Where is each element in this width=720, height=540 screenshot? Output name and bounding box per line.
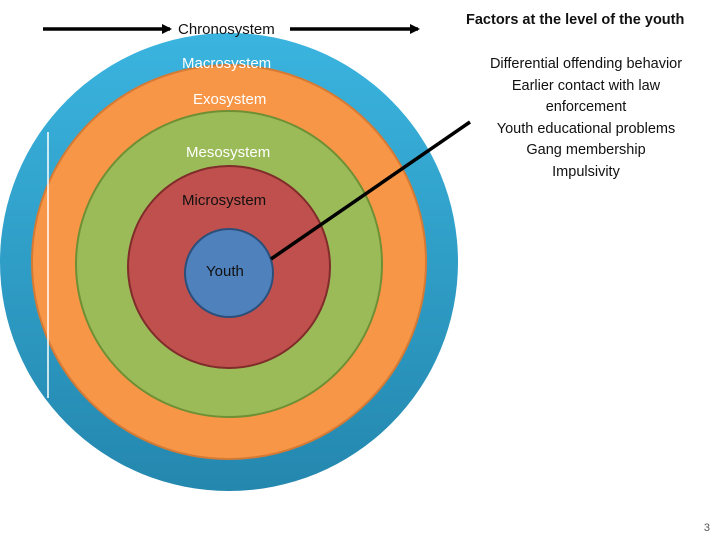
microsystem-label: Microsystem bbox=[182, 192, 267, 209]
factor-item: Impulsivity bbox=[552, 163, 620, 180]
factor-item: Gang membership bbox=[526, 142, 646, 158]
macrosystem-label: Macrosystem bbox=[182, 55, 272, 72]
factors-title: Factors at the level of the youth bbox=[466, 12, 685, 28]
factor-item: enforcement bbox=[545, 99, 627, 115]
page-number: 3 bbox=[703, 522, 710, 534]
factor-item: Earlier contact with law bbox=[511, 77, 661, 94]
factor-item: Youth educational problems bbox=[496, 120, 676, 137]
youth-label: Youth bbox=[206, 263, 244, 280]
factors-list bbox=[455, 54, 717, 183]
exosystem-label: Exosystem bbox=[193, 91, 267, 108]
factor-item: Differential offending behavior bbox=[489, 56, 683, 72]
mesosystem-label: Mesosystem bbox=[186, 144, 271, 161]
chronosystem-label: Chronosystem bbox=[178, 21, 275, 38]
